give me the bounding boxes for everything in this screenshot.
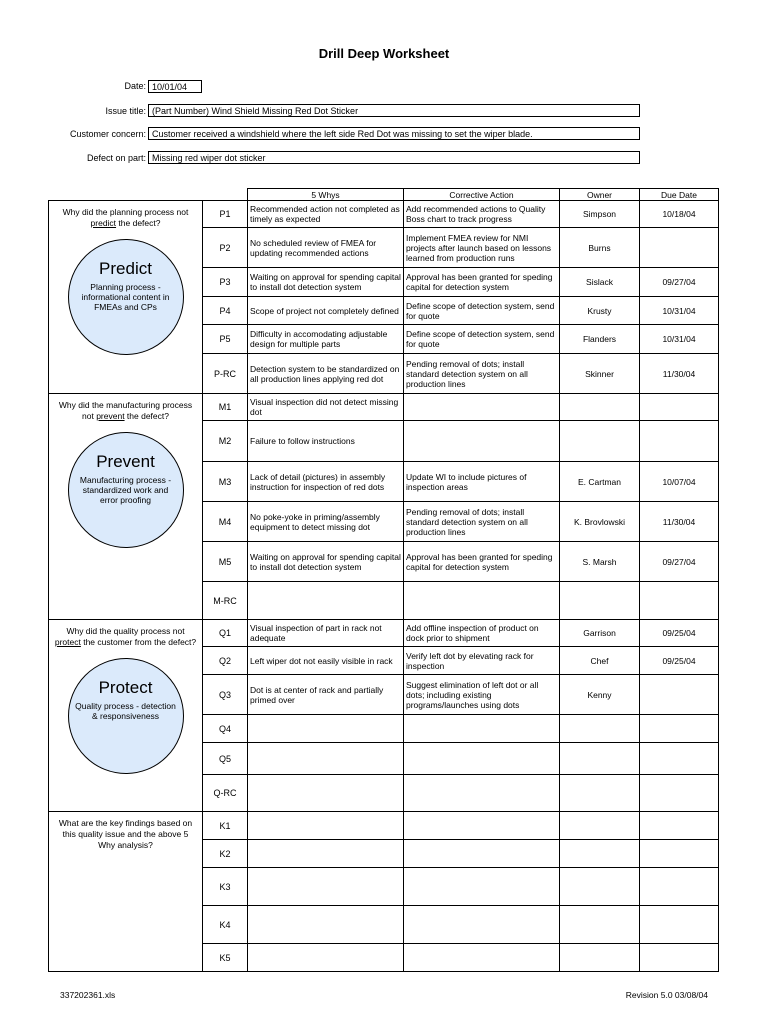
- protect-circle: [68, 658, 184, 774]
- owner-cell[interactable]: Flanders: [560, 325, 640, 354]
- row-code: P1: [203, 201, 248, 228]
- why-cell[interactable]: No scheduled review of FMEA for updating recommended actions: [248, 228, 404, 268]
- predict-circle: [68, 239, 184, 355]
- row-code: K2: [203, 840, 248, 868]
- action-cell[interactable]: Verify left dot by elevating rack for inspection: [404, 647, 560, 675]
- owner-cell[interactable]: [560, 715, 640, 743]
- row-code: M5: [203, 542, 248, 582]
- due-cell[interactable]: 10/18/04: [640, 201, 719, 228]
- date-field[interactable]: 10/01/04: [148, 80, 202, 93]
- five-whys-table: [48, 188, 719, 972]
- table-header-row: [49, 189, 719, 201]
- owner-cell[interactable]: [560, 394, 640, 421]
- action-cell[interactable]: [404, 840, 560, 868]
- action-cell[interactable]: Implement FMEA review for NMI projects after launch based on lessons learned from production runs: [404, 228, 560, 268]
- due-cell[interactable]: [640, 394, 719, 421]
- owner-cell[interactable]: [560, 944, 640, 972]
- prevent-section: [49, 394, 203, 620]
- action-cell[interactable]: [404, 715, 560, 743]
- due-cell[interactable]: 09/27/04: [640, 268, 719, 297]
- action-cell[interactable]: [404, 421, 560, 462]
- row-code: Q5: [203, 743, 248, 775]
- why-cell[interactable]: Difficulty in accomodating adjustable design for multiple parts: [248, 325, 404, 354]
- due-cell[interactable]: [640, 715, 719, 743]
- due-cell[interactable]: [640, 944, 719, 972]
- row-code: K3: [203, 868, 248, 906]
- row-code: Q-RC: [203, 775, 248, 812]
- owner-cell[interactable]: Skinner: [560, 354, 640, 394]
- why-cell[interactable]: Waiting on approval for spending capital to install dot detection system: [248, 268, 404, 297]
- why-cell[interactable]: Waiting on approval for spending capital to install dot detection system: [248, 542, 404, 582]
- col-header-action: Corrective Action: [404, 189, 560, 201]
- due-cell[interactable]: 11/30/04: [640, 354, 719, 394]
- owner-cell[interactable]: [560, 906, 640, 944]
- action-cell[interactable]: [404, 944, 560, 972]
- table-row: [49, 201, 719, 228]
- action-cell[interactable]: [404, 868, 560, 906]
- owner-cell[interactable]: [560, 868, 640, 906]
- action-cell[interactable]: Define scope of detection system, send for quote: [404, 297, 560, 325]
- due-cell[interactable]: 10/07/04: [640, 462, 719, 502]
- due-cell[interactable]: 10/31/04: [640, 297, 719, 325]
- predict-title: Predict: [99, 259, 152, 278]
- date-label: Date:: [124, 81, 146, 91]
- why-cell[interactable]: Recommended action not completed as timely as expected: [248, 201, 404, 228]
- owner-cell[interactable]: E. Cartman: [560, 462, 640, 502]
- owner-cell[interactable]: K. Brovlowski: [560, 502, 640, 542]
- row-code: M4: [203, 502, 248, 542]
- row-code: P4: [203, 297, 248, 325]
- row-code: M3: [203, 462, 248, 502]
- row-code: M2: [203, 421, 248, 462]
- row-code: P3: [203, 268, 248, 297]
- why-cell[interactable]: Lack of detail (pictures) in assembly instruction for inspection of red dots: [248, 462, 404, 502]
- owner-cell[interactable]: S. Marsh: [560, 542, 640, 582]
- due-cell[interactable]: [640, 228, 719, 268]
- why-cell[interactable]: Left wiper dot not easily visible in rack: [248, 647, 404, 675]
- row-code: K1: [203, 812, 248, 840]
- action-cell[interactable]: [404, 906, 560, 944]
- action-cell[interactable]: Pending removal of dots; install standard detection system on all production lines: [404, 502, 560, 542]
- due-cell[interactable]: [640, 675, 719, 715]
- owner-cell[interactable]: [560, 775, 640, 812]
- owner-cell[interactable]: Krusty: [560, 297, 640, 325]
- col-header-whys: 5 Whys: [248, 189, 404, 201]
- why-cell[interactable]: Dot is at center of rack and partially primed over: [248, 675, 404, 715]
- protect-description: Quality process - detection & responsiveness: [75, 701, 176, 721]
- due-cell[interactable]: [640, 840, 719, 868]
- action-cell[interactable]: [404, 394, 560, 421]
- why-cell[interactable]: Scope of project not completely defined: [248, 297, 404, 325]
- why-cell[interactable]: Detection system to be standardized on all production lines applying red dot: [248, 354, 404, 394]
- due-cell[interactable]: [640, 812, 719, 840]
- why-cell[interactable]: Visual inspection of part in rack not adequate: [248, 620, 404, 647]
- predict-question: Why did the planning process not predict the defect?: [62, 207, 189, 228]
- action-cell[interactable]: Approval has been granted for speding capital for detection system: [404, 542, 560, 582]
- owner-cell[interactable]: [560, 743, 640, 775]
- owner-cell[interactable]: Garrison: [560, 620, 640, 647]
- predict-description: Planning process - informational content in FMEAs and CPs: [81, 282, 170, 312]
- customer-concern-field[interactable]: Customer received a windshield where the left side Red Dot was missing to set the wiper blade.: [148, 127, 640, 140]
- table-row: [49, 812, 719, 840]
- due-cell[interactable]: 09/27/04: [640, 542, 719, 582]
- row-code: P-RC: [203, 354, 248, 394]
- row-code: P5: [203, 325, 248, 354]
- due-cell[interactable]: [640, 421, 719, 462]
- row-code: M-RC: [203, 582, 248, 620]
- row-code: P2: [203, 228, 248, 268]
- owner-cell[interactable]: Burns: [560, 228, 640, 268]
- action-cell[interactable]: [404, 812, 560, 840]
- owner-cell[interactable]: [560, 840, 640, 868]
- owner-cell[interactable]: [560, 421, 640, 462]
- why-cell[interactable]: [248, 743, 404, 775]
- due-cell[interactable]: 09/25/04: [640, 620, 719, 647]
- why-cell[interactable]: [248, 868, 404, 906]
- why-cell[interactable]: [248, 906, 404, 944]
- why-cell[interactable]: [248, 944, 404, 972]
- action-cell[interactable]: Approval has been granted for speding capital for detection system: [404, 268, 560, 297]
- why-cell[interactable]: [248, 812, 404, 840]
- footer-filename: 337202361.xls: [60, 990, 116, 1000]
- owner-cell[interactable]: Simpson: [560, 201, 640, 228]
- due-cell[interactable]: [640, 775, 719, 812]
- protect-title: Protect: [98, 678, 153, 697]
- prevent-description: Manufacturing process - standardized work and error proofing: [79, 475, 172, 505]
- predict-section: [49, 201, 203, 394]
- why-cell[interactable]: Visual inspection did not detect missing dot: [248, 394, 404, 421]
- table-row: [49, 620, 719, 647]
- col-header-owner: Owner: [560, 189, 640, 201]
- due-cell[interactable]: [640, 582, 719, 620]
- why-cell[interactable]: Failure to follow instructions: [248, 421, 404, 462]
- due-cell[interactable]: [640, 868, 719, 906]
- action-cell[interactable]: Add recommended actions to Quality Boss chart to track progress: [404, 201, 560, 228]
- owner-cell[interactable]: Chef: [560, 647, 640, 675]
- due-cell[interactable]: 10/31/04: [640, 325, 719, 354]
- key-findings-section: [49, 812, 203, 972]
- prevent-title: Prevent: [96, 452, 155, 471]
- why-cell[interactable]: No poke-yoke in priming/assembly equipment to detect missing dot: [248, 502, 404, 542]
- key-findings-question: What are the key findings based on this quality issue and the above 5 Why analysis?: [58, 818, 193, 850]
- why-cell[interactable]: [248, 715, 404, 743]
- row-code: Q3: [203, 675, 248, 715]
- action-cell[interactable]: [404, 775, 560, 812]
- why-cell[interactable]: [248, 775, 404, 812]
- row-code: Q1: [203, 620, 248, 647]
- footer-revision: Revision 5.0 03/08/04: [625, 990, 708, 1000]
- due-cell[interactable]: [640, 743, 719, 775]
- due-cell[interactable]: 09/25/04: [640, 647, 719, 675]
- action-cell[interactable]: Define scope of detection system, send for quote: [404, 325, 560, 354]
- defect-field[interactable]: Missing red wiper dot sticker: [148, 151, 640, 164]
- action-cell[interactable]: Suggest elimination of left dot or all dots; including existing programs/launches using dots: [404, 675, 560, 715]
- row-code: M1: [203, 394, 248, 421]
- row-code: K4: [203, 906, 248, 944]
- prevent-circle: [68, 432, 184, 548]
- issue-title-label: Issue title:: [105, 106, 146, 116]
- due-cell[interactable]: [640, 906, 719, 944]
- action-cell[interactable]: [404, 582, 560, 620]
- row-code: Q2: [203, 647, 248, 675]
- due-cell[interactable]: 11/30/04: [640, 502, 719, 542]
- action-cell[interactable]: Pending removal of dots; install standard detection system on all production lines: [404, 354, 560, 394]
- action-cell[interactable]: Add offline inspection of product on dock prior to shipment: [404, 620, 560, 647]
- col-header-due: Due Date: [640, 189, 719, 201]
- prevent-question: Why did the manufacturing process not prevent the defect?: [58, 400, 193, 421]
- owner-cell[interactable]: Kenny: [560, 675, 640, 715]
- row-code: Q4: [203, 715, 248, 743]
- customer-concern-label: Customer concern:: [69, 129, 146, 139]
- owner-cell[interactable]: Sislack: [560, 268, 640, 297]
- action-cell[interactable]: [404, 743, 560, 775]
- owner-cell[interactable]: [560, 582, 640, 620]
- defect-label: Defect on part:: [86, 153, 146, 163]
- why-cell[interactable]: [248, 840, 404, 868]
- why-cell[interactable]: [248, 582, 404, 620]
- issue-title-field[interactable]: (Part Number) Wind Shield Missing Red Dot Sticker: [148, 104, 640, 117]
- row-code: K5: [203, 944, 248, 972]
- table-row: [49, 394, 719, 421]
- action-cell[interactable]: Update WI to include pictures of inspection areas: [404, 462, 560, 502]
- protect-question: Why did the quality process not protect the customer from the defect?: [54, 626, 197, 647]
- protect-section: [49, 620, 203, 812]
- worksheet-title: Drill Deep Worksheet: [318, 46, 450, 61]
- owner-cell[interactable]: [560, 812, 640, 840]
